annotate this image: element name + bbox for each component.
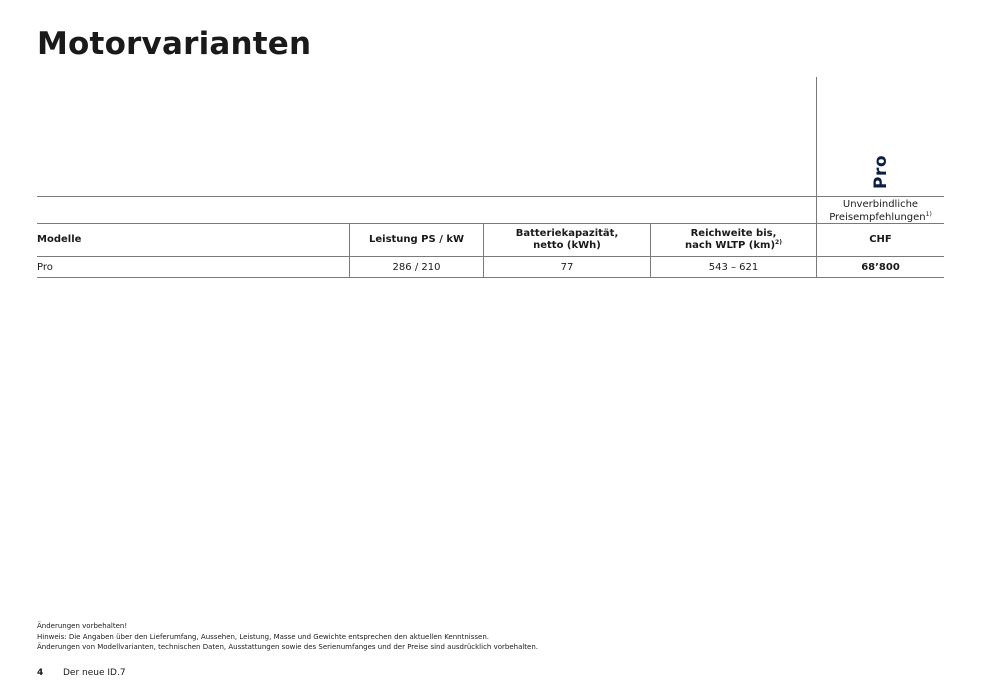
footnotes <box>37 621 538 653</box>
column-header-range-line2-wrap <box>685 240 782 252</box>
cell-battery: 77 <box>560 262 574 273</box>
price-header <box>817 198 944 224</box>
document-title: Der neue ID.7 <box>63 668 126 678</box>
column-header-battery-line1: Batteriekapazität, <box>515 228 619 239</box>
price-header-text: Preisempfehlungen <box>829 212 926 223</box>
column-header-battery-line2: netto (kWh) <box>533 240 601 251</box>
column-header-power <box>350 224 483 256</box>
column-header-range-line2: nach WLTP (km) <box>685 240 776 251</box>
column-header-model <box>37 224 347 256</box>
note-line-2: Hinweis: Die Angaben über den Lieferumfang, Aussehen, Leistung, Masse und Gewichte entsprechen den aktuellen Kenntnissen. <box>37 632 490 641</box>
column-header-power-label: Leistung PS / kW <box>368 234 465 245</box>
column-header-battery <box>484 224 650 256</box>
column-header-range-line1: Reichweite bis, <box>690 228 777 239</box>
cell-model: Pro <box>37 262 53 273</box>
cell-price: 68’800 <box>861 262 900 273</box>
page-number: 4 <box>37 668 44 678</box>
cell-power: 286 / 210 <box>392 262 441 273</box>
column-header-currency-label: CHF <box>869 234 892 245</box>
cell-range: 543 – 621 <box>708 262 759 273</box>
header-top-rule <box>37 196 944 197</box>
note-line-1: Änderungen vorbehalten! <box>37 622 128 630</box>
variant-header-pro: Pro <box>871 154 891 190</box>
price-header-line1: Unverbindliche <box>842 199 919 210</box>
note-line-3: Änderungen von Modellvarianten, technischen Daten, Ausstattungen sowie des Serienumfanges und der Preise sind ausdrücklich vorbehalten. <box>37 643 539 651</box>
price-header-line2 <box>817 211 944 224</box>
column-header-model-label: Modelle <box>37 234 82 245</box>
footnote-ref-1: 1) <box>925 211 932 218</box>
page-title: Motorvarianten <box>37 26 312 62</box>
column-header-currency <box>817 224 944 256</box>
footnote-ref-2: 2) <box>775 239 782 246</box>
column-header-range <box>651 224 816 256</box>
